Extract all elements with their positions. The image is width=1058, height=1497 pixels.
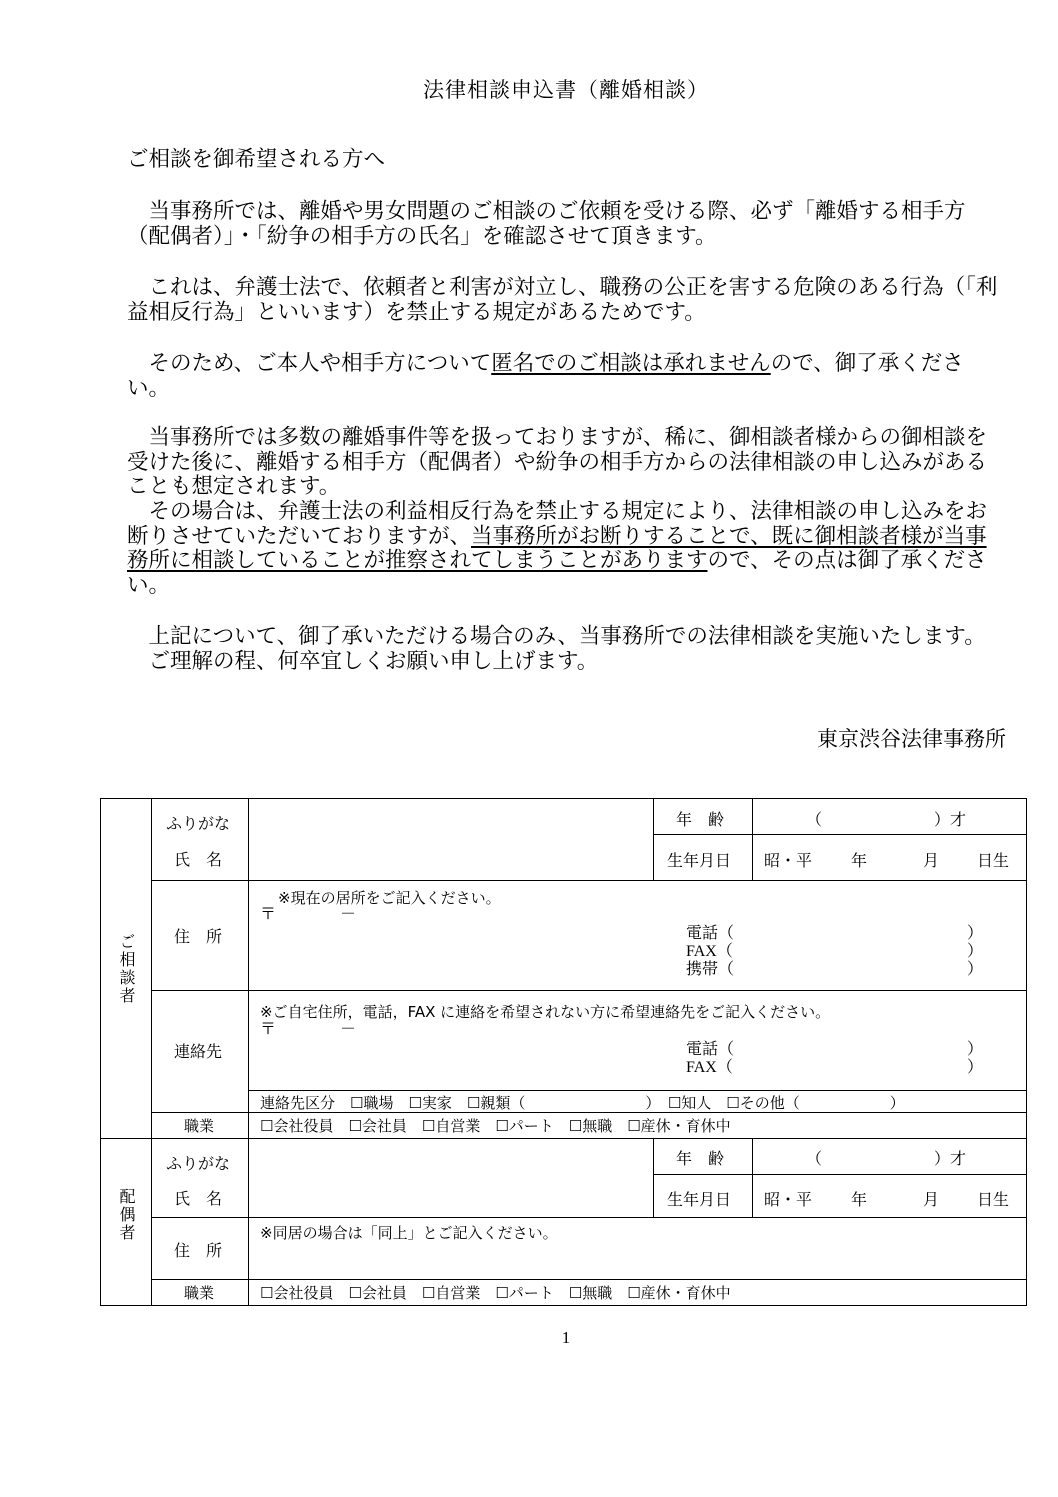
law-firm-name: 東京渋谷法律事務所: [817, 727, 1006, 751]
spouse-dob-day: 日生: [977, 1190, 1010, 1209]
contact-postal-field[interactable]: 〒 －: [260, 1019, 357, 1038]
spouse-occupation-options[interactable]: ☐会社役員 ☐会社員 ☐自営業 ☐パート ☐無職 ☐産休・育休中: [260, 1284, 731, 1302]
fax-label: FAX（: [686, 943, 733, 960]
applicant-name-field[interactable]: [260, 803, 645, 875]
spouse-name-label: 氏 名: [174, 1189, 223, 1208]
application-form: ご相談者 配偶者 ふりがな 氏 名 年 齢 （ ）才 生年月日 昭・平 年 月 日生 住 所 ※現在の居所をご記入ください。 〒 － 電話（ FAX（ 携帯（ ） ） ） 連絡先 ※ご自宅住所，電話，FAX に連絡を希望されない方に希望連絡先をご記入ください。 〒 － 電話（ FAX（ ） ） 連絡先区分 ☐職場 ☐実家 ☐親類（ ） ☐知人 ☐その他（ ） 職業 ☐会社役員 ☐会社員 ☐自営業 ☐パート ☐無職 ☐産休・育休中 ふりがな 氏 名 年 齢 （ ）才 生年月日 昭・平 年 月 日生 住 所 ※同居の場合は「同上」とご記入ください。 職業 ☐会社役員 ☐会社員 ☐自営業 ☐パート ☐無職 ☐産休・育休中: [100, 798, 1027, 1306]
spouse-section-label: 配偶者: [117, 1188, 136, 1242]
dob-month: 月: [923, 851, 940, 870]
spouse-dob-month: 月: [923, 1190, 940, 1209]
page-number: 1: [561, 1328, 571, 1347]
paragraph-2: これは、弁護士法で、依頼者と利害が対立し、職務の公正を害する危険のある行為（「利益相反行為」といいます）を禁止する規定があるためです。: [127, 275, 998, 325]
furigana-label: ふりがな: [166, 814, 231, 833]
paragraph-1: 当事務所では、離婚や男女問題のご相談のご依頼を受ける際、必ず「離婚する相手方（配偶者）」・「紛争の相手方の氏名」を確認させて頂きます。: [127, 199, 966, 249]
paragraph-5: その場合は、弁護士法の利益相反行為を禁止する規定により、法律相談の申し込みをお断りさせていただいておりますが、当事務所がお断りすることで、既に御相談者様が当事務所に相談していることが推察されてしまうことがありますので、その点は御了承ください。: [127, 499, 988, 598]
spouse-age-field[interactable]: （ ）才: [806, 1149, 967, 1168]
occupation-label: 職業: [184, 1117, 215, 1135]
spouse-address-note: ※同居の場合は「同上」とご記入ください。: [260, 1224, 558, 1242]
spouse-name-field[interactable]: [260, 1143, 645, 1213]
spouse-address-label: 住 所: [174, 1241, 223, 1260]
mobile-label: 携帯（: [686, 959, 735, 978]
address-label: 住 所: [174, 927, 223, 946]
contact-phone-label: 電話（: [686, 1039, 735, 1058]
paragraph-3: そのため、ご本人や相手方について匿名でのご相談は承れませんので、御了承ください。: [127, 351, 964, 401]
paragraph-4: 当事務所では多数の離婚事件等を扱っておりますが、稀に、御相談者様からの御相談を受けた後に、離婚する相手方（配偶者）や紛争の相手方からの法律相談の申し込みがあることも想定されます。: [127, 425, 988, 499]
spouse-dob-era[interactable]: 昭・平: [764, 1190, 813, 1209]
paragraph-6: 上記について、御了承いただける場合のみ、当事務所での法律相談を実施いたします。: [127, 624, 986, 649]
anonymous-notice: 匿名でのご相談は承れません: [491, 351, 771, 376]
page-title: 法律相談申込書（離婚相談）: [423, 78, 709, 102]
spouse-furigana-label: ふりがな: [166, 1154, 231, 1173]
contact-category-options[interactable]: 連絡先区分 ☐職場 ☐実家 ☐親類（ ） ☐知人 ☐その他（ ）: [260, 1094, 905, 1112]
spouse-age-label: 年 齢: [676, 1149, 725, 1168]
postal-code-field[interactable]: 〒 －: [260, 904, 357, 923]
contact-fax-label: FAX（: [686, 1059, 733, 1076]
dob-era[interactable]: 昭・平: [764, 851, 813, 870]
age-field[interactable]: （ ）才: [806, 810, 967, 829]
paragraph-7: ご理解の程、何卒宜しくお願い申し上げます。: [127, 648, 599, 674]
age-label: 年 齢: [676, 810, 725, 829]
spouse-occupation-label: 職業: [184, 1284, 215, 1302]
spouse-dob-year: 年: [851, 1190, 868, 1209]
dob-year: 年: [851, 851, 868, 870]
phone-label: 電話（: [686, 923, 735, 942]
occupation-options[interactable]: ☐会社役員 ☐会社員 ☐自営業 ☐パート ☐無職 ☐産休・育休中: [260, 1117, 731, 1135]
address-note: ※現在の居所をご記入ください。: [278, 889, 501, 907]
applicant-section-label: ご相談者: [117, 933, 136, 1005]
refusal-notice: 当事務所がお断りすることで、既に御相談者様が当事務所に相談していることが推察されてしまうことがあります: [127, 523, 987, 573]
spouse-dob-label: 生年月日: [667, 1190, 732, 1209]
dob-label: 生年月日: [667, 851, 732, 870]
contact-label: 連絡先: [174, 1042, 223, 1061]
name-label: 氏 名: [174, 850, 223, 869]
contact-note: ※ご自宅住所，電話，FAX に連絡を希望されない方に希望連絡先をご記入ください。: [260, 1003, 831, 1021]
greeting: ご相談を御希望される方へ: [127, 147, 386, 172]
dob-day: 日生: [977, 851, 1010, 870]
